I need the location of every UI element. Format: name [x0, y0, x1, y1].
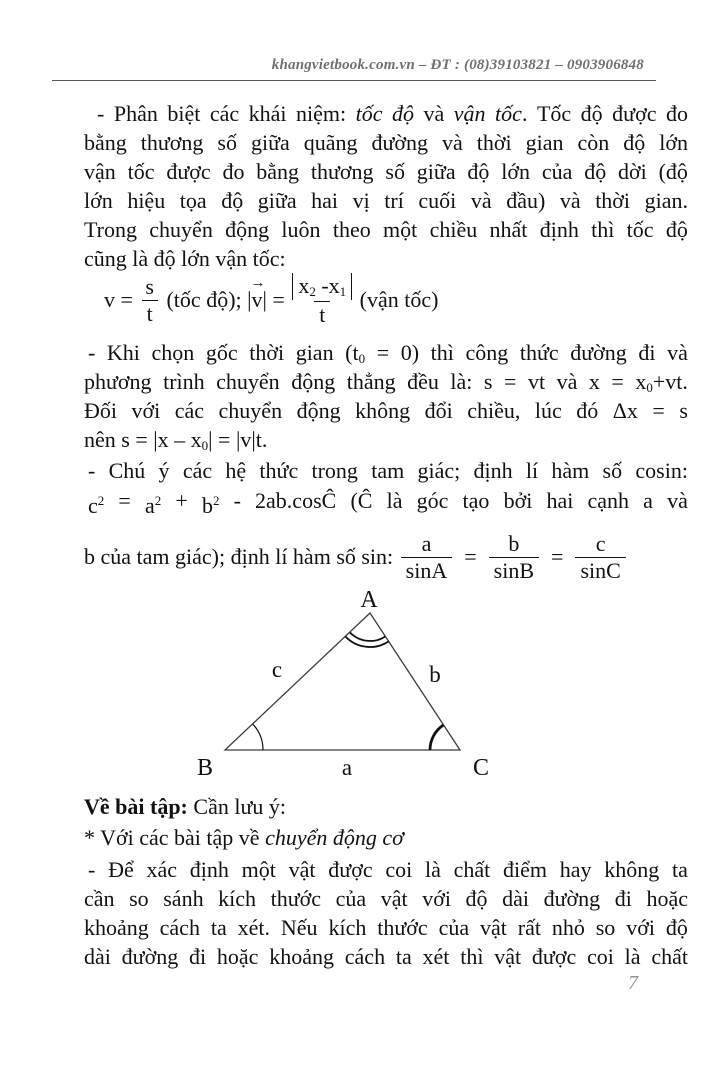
text-line: khoảng cách ta xét. Nếu kích thước của vật rất nhỏ so với độ — [84, 915, 688, 940]
text-line: Đối với các chuyển động không đổi chiều, lúc đó Δx = s — [84, 398, 688, 423]
formula-velocity-lhs: v = — [104, 287, 139, 312]
paragraph-cosine-note — [84, 456, 688, 485]
text-line: vận tốc được đo bằng thương số giữa độ lớn của độ dời (độ — [84, 159, 688, 184]
vertex-label-B: B — [196, 755, 214, 781]
side-label-b: b — [429, 662, 441, 687]
after-vec: | = — [262, 287, 291, 312]
text-line: $c^2$ = $a^2$ + $b^2$ - 2ab.cosĈ (Ĉ là góc tạo bởi hai cạnh a và — [88, 488, 688, 518]
fraction-displacement-over-t: $\frac{x2 -x1}{t}$ — [292, 273, 352, 327]
text-line: - Khi chọn gốc thời gian (t0 = 0) thì công thức đường đi và — [88, 340, 688, 366]
vector-v-symbol: v → — [250, 275, 265, 312]
text-line: nên s = |x – x0| = |v|t. — [84, 427, 268, 453]
speed-note: (tốc độ); | — [160, 287, 252, 312]
text-line: bằng thương số giữa quãng đường và thời gian còn độ lớn — [84, 130, 688, 155]
formula-velocity — [104, 267, 438, 333]
bullet-motion-problems — [84, 823, 688, 852]
fraction-b-over-sinB: $\frac{b}{\sin B}$ — [489, 531, 539, 582]
paragraph-time-origin — [84, 338, 688, 454]
triangle-outline — [225, 613, 460, 750]
header-rule — [52, 80, 656, 81]
formula-cosine-rule — [84, 486, 688, 518]
paragraph-point-mass — [84, 855, 688, 971]
side-label-c: c — [271, 657, 283, 682]
text-line: * Với các bài tập về chuyển động cơ — [84, 825, 404, 850]
formula-sine-rule — [84, 524, 628, 590]
text-line: Trong chuyển động luôn theo một chiều nhất định thì tốc độ — [84, 217, 688, 242]
text-line: lớn hiệu tọa độ giữa hai vị trí cuối và đầu) và thời gian. — [84, 188, 688, 213]
page-header: khangvietbook.com.vn – ĐT : (08)39103821 – 0903906848 — [271, 57, 644, 73]
text-line: cũng là độ lớn vận tốc: — [84, 246, 286, 271]
angle-arc-A-inner — [350, 632, 386, 641]
angle-arc-B — [253, 724, 263, 750]
text-line: - Chú ý các hệ thức trong tam giác; định lí hàm số cosin: — [88, 458, 688, 483]
side-label-a: a — [341, 755, 353, 780]
text-line: dài đường đi hoặc khoảng cách ta xét thì vật được coi là chất — [84, 944, 688, 969]
section-notes-heading — [84, 792, 688, 821]
velocity-note: (vận tốc) — [354, 287, 439, 312]
triangle-diagram — [180, 585, 500, 790]
equals-sign: = — [551, 544, 564, 569]
paragraph-speed-vs-velocity — [84, 99, 688, 273]
fraction-c-over-sinC: $\frac{c}{\sin C}$ — [575, 531, 625, 582]
sine-rule-prefix: b của tam giác); định lí hàm số sin: — [84, 544, 399, 569]
text-line: Về bài tập: Cần lưu ý: — [84, 794, 286, 819]
equals-sign: = — [464, 544, 477, 569]
text-line: cần so sánh kích thước của vật với độ dài đường đi hoặc — [84, 886, 688, 911]
fraction-a-over-sinA: $\frac{a}{\sin A}$ — [401, 531, 453, 582]
fraction-s-over-t: $\frac{s}{t}$ — [140, 274, 159, 325]
vertex-label-A: A — [360, 587, 378, 613]
text-line: - Phân biệt các khái niệm: tốc độ và vận tốc. Tốc độ được đo — [97, 101, 688, 126]
vertex-label-C: C — [472, 755, 490, 781]
text-line: phương trình chuyển động thẳng đều là: s = vt và x = x0+vt. — [84, 369, 688, 395]
vector-arrow-icon: → — [250, 275, 265, 291]
page-number: 7 — [628, 972, 638, 994]
angle-arc-C — [430, 725, 444, 750]
text-line: - Để xác định một vật được coi là chất điểm hay không ta — [88, 857, 688, 882]
